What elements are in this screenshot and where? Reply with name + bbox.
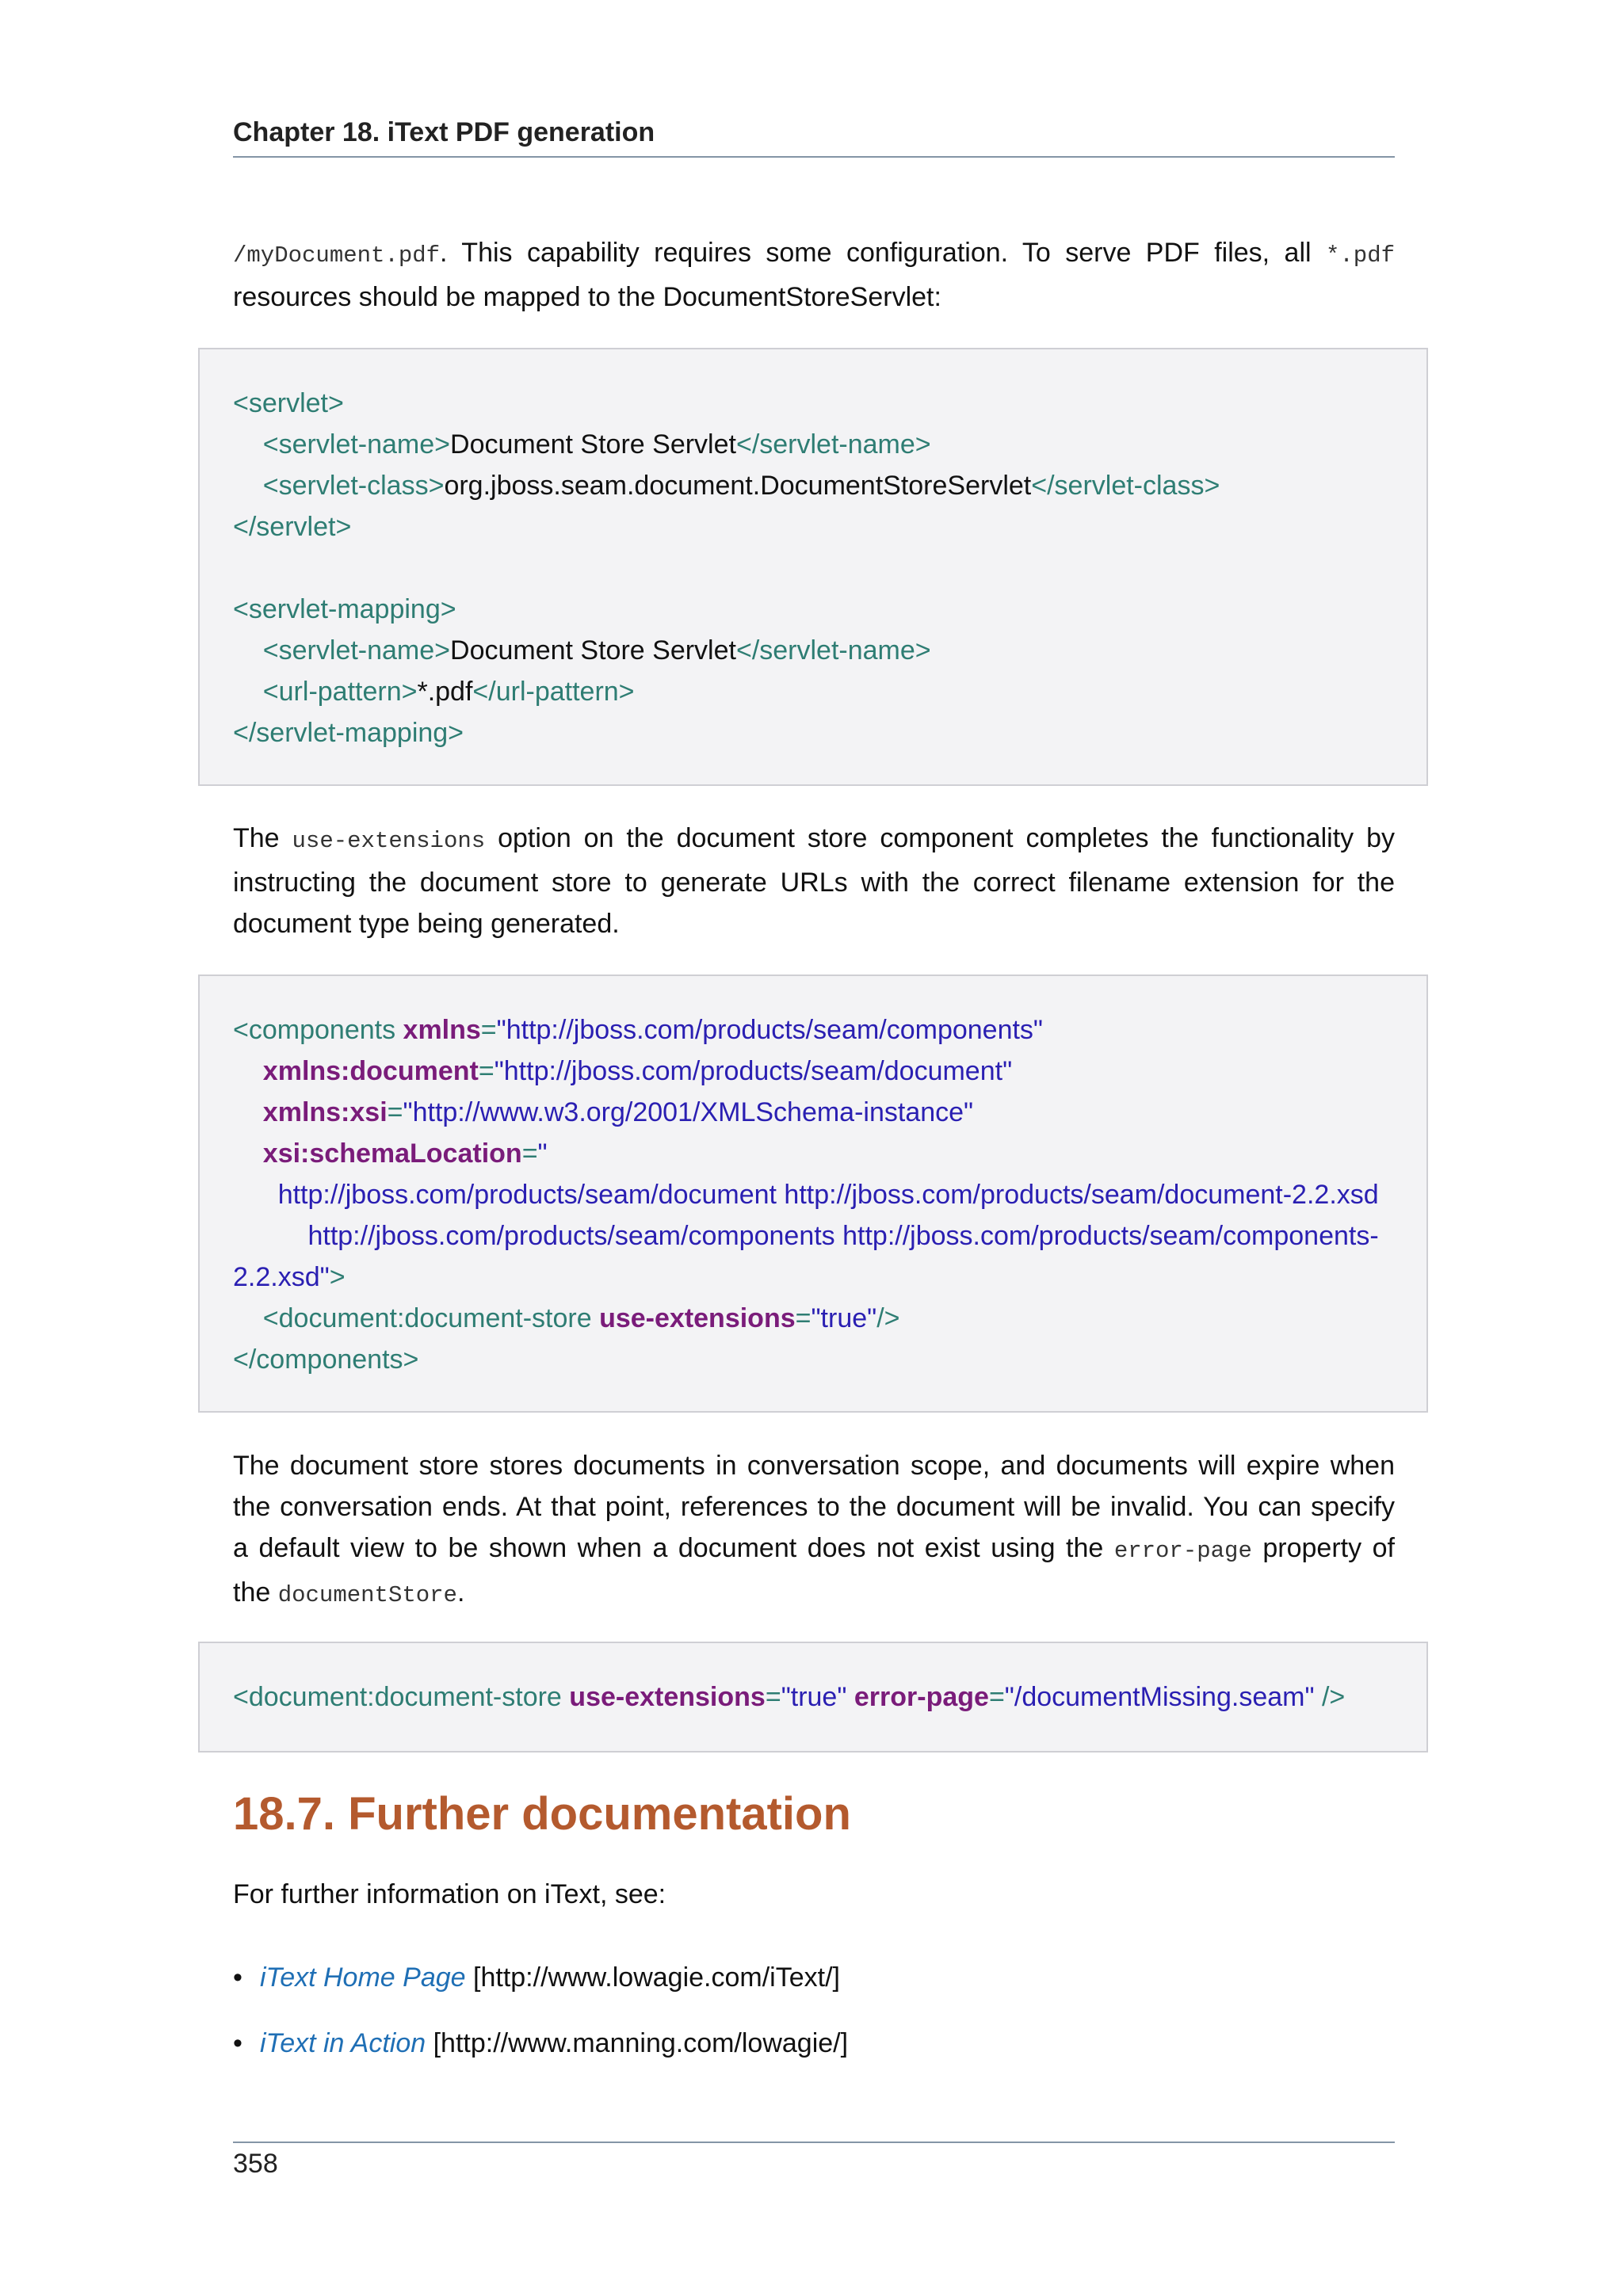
code-block-servlet [198, 348, 1428, 786]
running-header: Chapter 18. iText PDF generation [233, 117, 655, 147]
header-rule [233, 156, 1395, 158]
code-eq: = [795, 1303, 812, 1333]
code-eq: = [480, 1015, 497, 1045]
code-val: "http://www.w3.org/2001/XMLSchema-instance" [403, 1097, 974, 1127]
code-text: *.pdf [417, 677, 473, 707]
list-item [233, 2023, 848, 2064]
code-line: </servlet-mapping> [233, 718, 464, 748]
code-tag: </servlet-name> [735, 429, 931, 460]
code-val: "true" [811, 1303, 877, 1333]
code-tag: <components [233, 1015, 403, 1045]
code-tag: </components> [233, 1344, 419, 1375]
code-line: </servlet> [233, 512, 352, 542]
code-tag: /> [1314, 1682, 1346, 1712]
code-attr: xmlns:document [262, 1056, 479, 1086]
code-eq: = [387, 1097, 403, 1127]
code-text: Document Store Servlet [450, 429, 736, 460]
code-attr: use-extensions [599, 1303, 796, 1333]
code-eq: = [521, 1138, 538, 1169]
code-block-components [198, 974, 1428, 1413]
bullet-glyph: • [233, 2028, 242, 2058]
itext-home-page-link[interactable]: iText Home Page [260, 1962, 466, 1993]
code-attr: xsi:schemaLocation [262, 1138, 522, 1169]
code-servlet-lines [233, 383, 1220, 753]
code-eq: = [765, 1682, 781, 1712]
code-tag: <document:document-store [233, 1682, 570, 1712]
list-item [233, 1957, 840, 1998]
code-tag: <servlet-name> [262, 429, 451, 460]
code-error-page-line [233, 1676, 1345, 1718]
code-tag: <servlet-name> [262, 635, 451, 666]
para2-line: document type being generated. [233, 909, 620, 939]
para3-text: . [456, 1577, 465, 1608]
para3-line: the conversation ends. At that point, references to the document will be invalid. You can specify [233, 1492, 1395, 1522]
code-line: <servlet> [233, 388, 344, 418]
para2-text: option on the document store component completes the functionality by [485, 823, 1395, 853]
para3-text: a default view to be shown when a document does not exist using the [233, 1533, 1114, 1563]
code-attr: xmlns [403, 1015, 481, 1045]
code-tag: </servlet-name> [735, 635, 931, 666]
itext-in-action-link[interactable]: iText in Action [260, 2028, 426, 2058]
document-store-paragraph [233, 1445, 1395, 1616]
intro-paragraph [233, 232, 1395, 318]
intro-text-b: resources should be mapped to the DocumentStoreServlet: [233, 282, 941, 312]
code-block-error-page [198, 1642, 1428, 1753]
code-val: 2.2.xsd" [233, 1262, 330, 1292]
use-extensions-paragraph [233, 818, 1395, 944]
link-url: [http://www.manning.com/lowagie/] [433, 2028, 849, 2058]
code-tag: </servlet-class> [1031, 471, 1220, 501]
para3-text: property of [1251, 1533, 1395, 1563]
code-tag: <document:document-store [262, 1303, 600, 1333]
link-url: [http://www.lowagie.com/iText/] [473, 1962, 840, 1993]
further-intro: For further information on iText, see: [233, 1879, 666, 1909]
code-val: " [537, 1138, 548, 1169]
inline-code-documentstore: documentStore [277, 1582, 457, 1608]
code-tag: <url-pattern> [262, 677, 418, 707]
code-tag: > [329, 1262, 346, 1292]
para3-text: the [233, 1577, 278, 1608]
code-val: http://jboss.com/products/seam/document http://jboss.com/products/seam/document-2.2.xsd [277, 1180, 1379, 1210]
para2-text: The [233, 823, 292, 853]
code-tag: <servlet-class> [262, 471, 445, 501]
intro-text-a: . This capability requires some configuration. To serve PDF files, all [440, 238, 1326, 268]
code-val: "/documentMissing.seam" [1004, 1682, 1315, 1712]
inline-code-pdf: *.pdf [1325, 242, 1395, 269]
inline-code-mydocument: /myDocument.pdf [233, 242, 441, 269]
code-val: "true" [781, 1682, 847, 1712]
code-val: "http://jboss.com/products/seam/components" [496, 1015, 1044, 1045]
code-attr: xmlns:xsi [262, 1097, 388, 1127]
footer-rule [233, 2142, 1395, 2143]
code-attr: error-page [854, 1682, 989, 1712]
para2-line: instructing the document store to generate URLs with the correct filename extension for the [233, 868, 1395, 898]
code-val: http://jboss.com/products/seam/components http://jboss.com/products/seam/components- [307, 1221, 1379, 1251]
para3-line: The document store stores documents in conversation scope, and documents will expire when [233, 1451, 1395, 1481]
code-attr: use-extensions [569, 1682, 766, 1712]
code-tag: /> [876, 1303, 900, 1333]
code-tag: </url-pattern> [472, 677, 635, 707]
code-eq: = [988, 1682, 1005, 1712]
page-number: 358 [233, 2149, 278, 2179]
bullet-glyph: • [233, 1962, 242, 1993]
code-text: Document Store Servlet [450, 635, 736, 666]
code-line: <servlet-mapping> [233, 594, 456, 624]
inline-code-error-page: error-page [1113, 1538, 1252, 1564]
code-eq: = [478, 1056, 495, 1086]
code-val: "http://jboss.com/products/seam/document" [494, 1056, 1013, 1086]
section-heading: 18.7. Further documentation [233, 1788, 851, 1840]
code-text: org.jboss.seam.document.DocumentStoreServlet [444, 471, 1032, 501]
code-components-lines [233, 1009, 1395, 1380]
inline-code-use-extensions: use-extensions [292, 828, 486, 854]
